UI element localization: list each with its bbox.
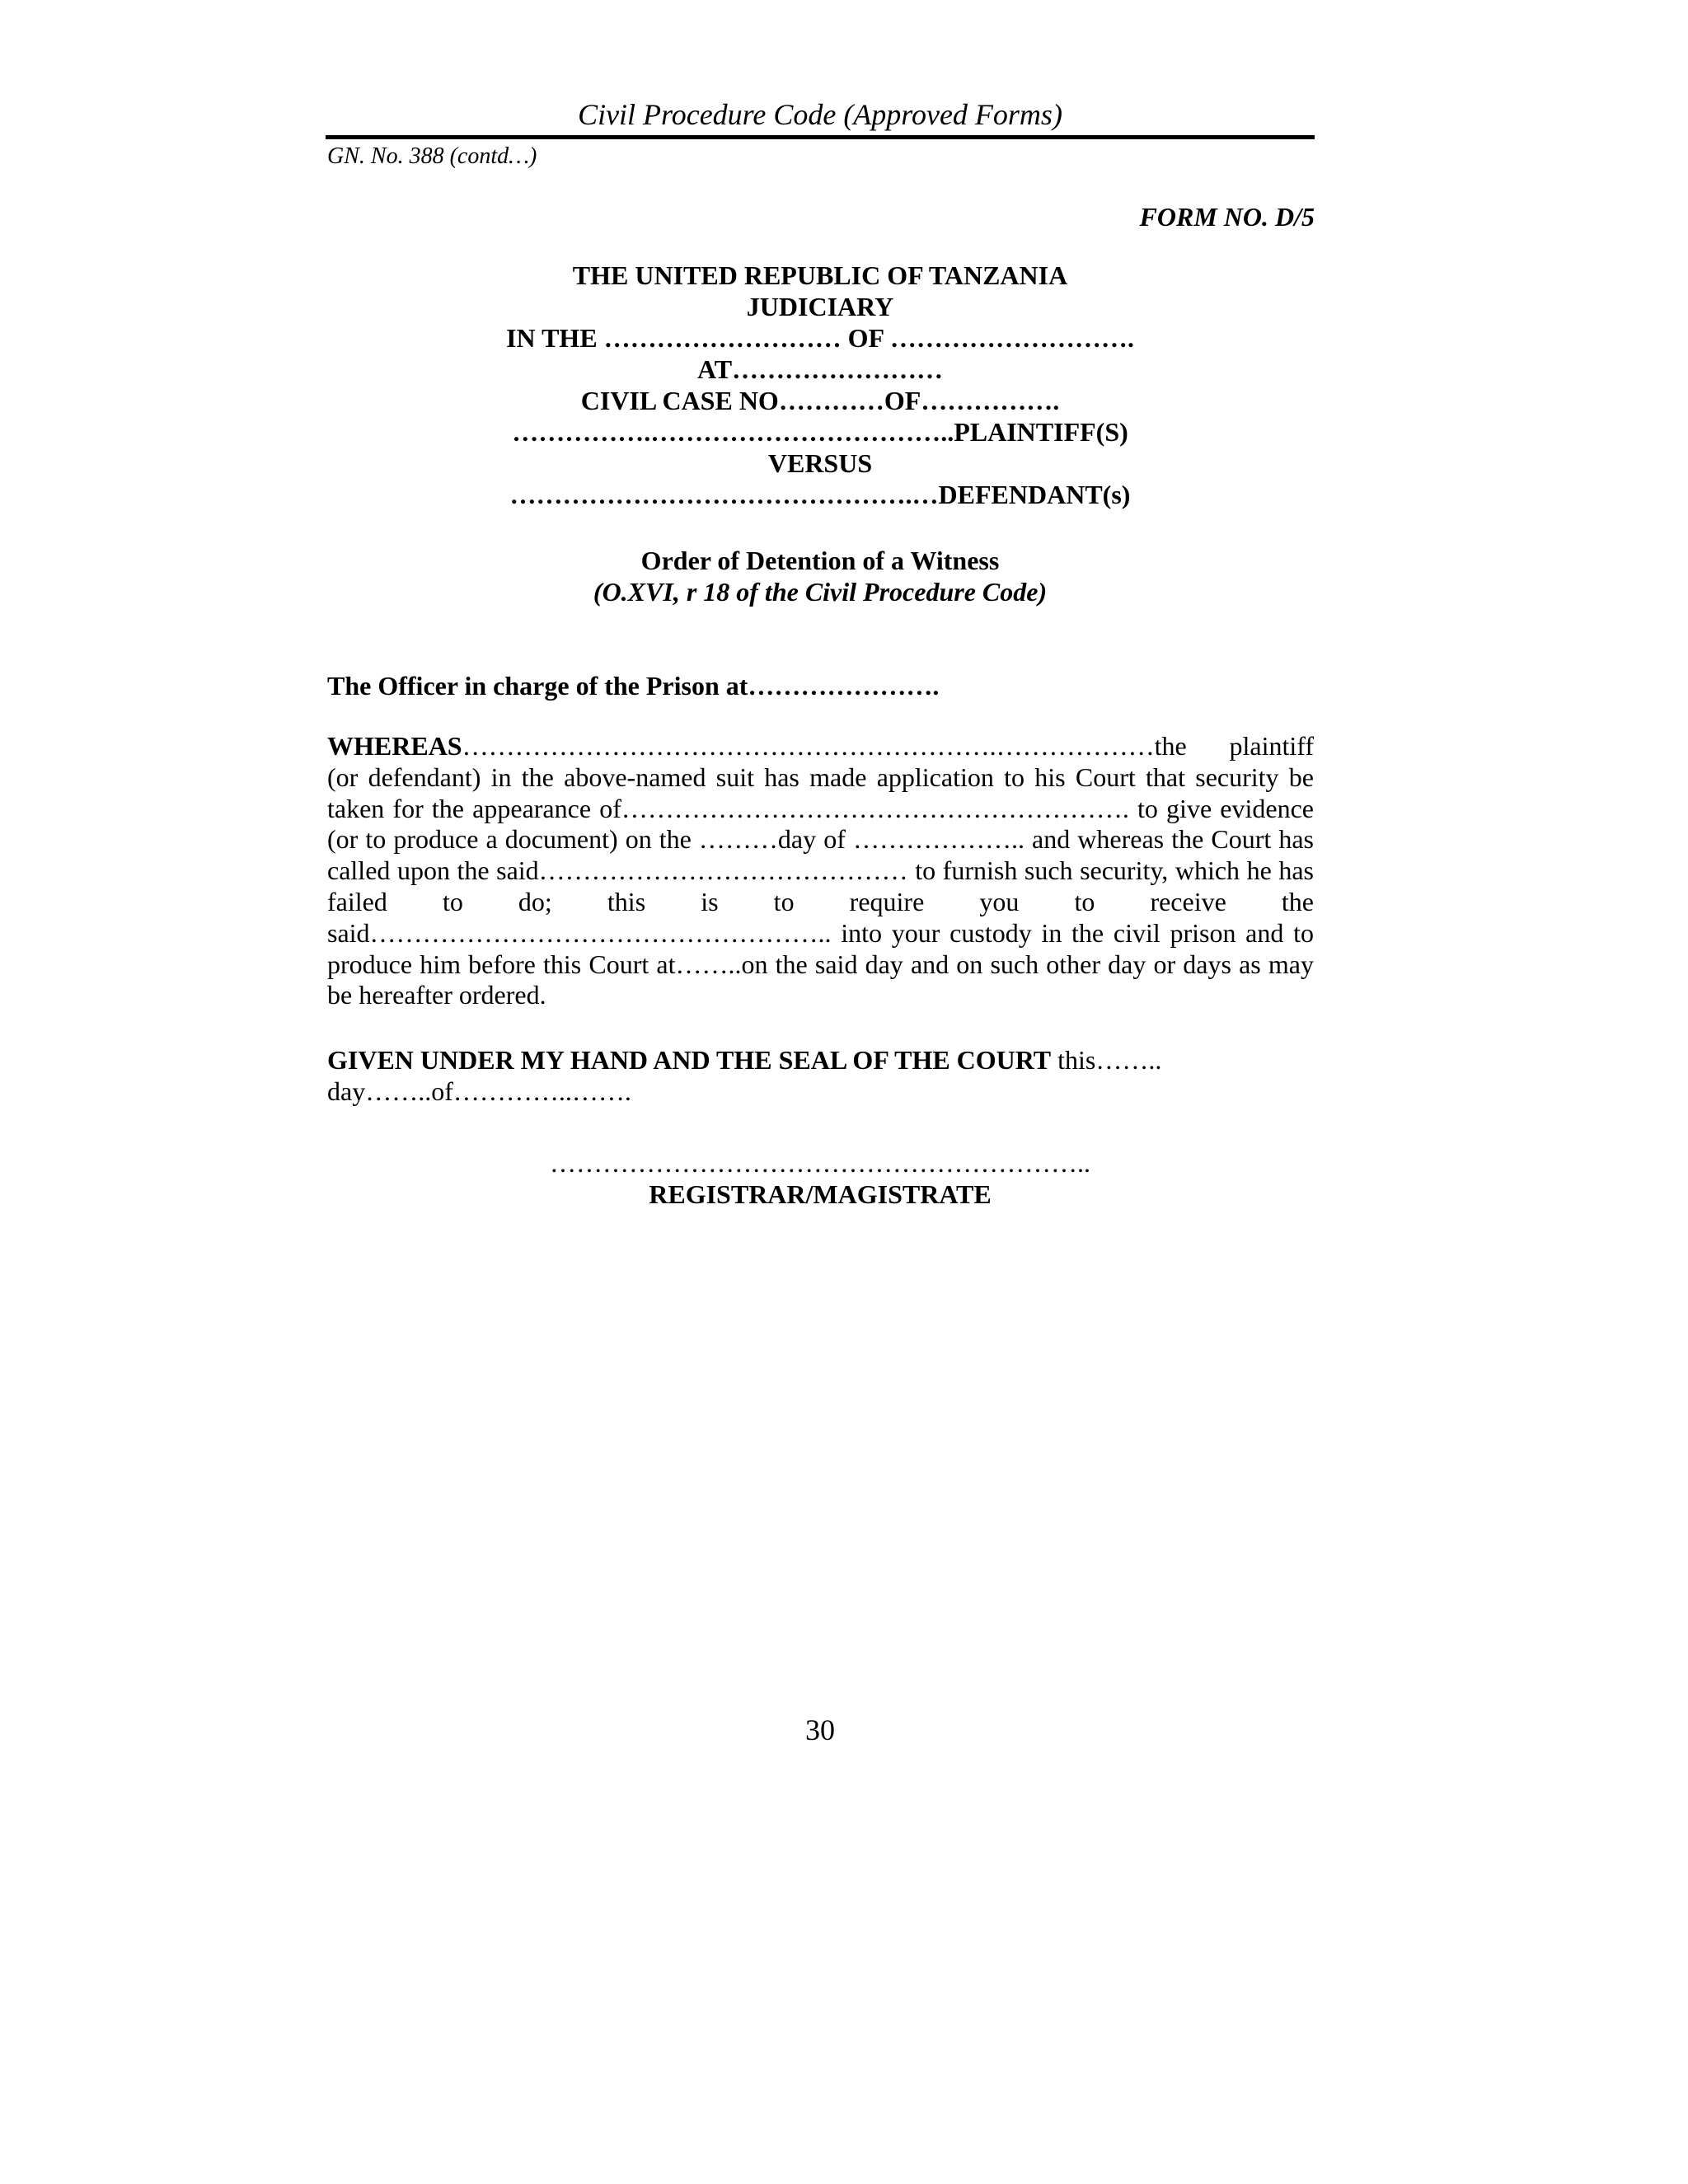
caption-case-number: CIVIL CASE NO…………OF……………. <box>580 386 1060 415</box>
caption-versus: VERSUS <box>767 448 873 478</box>
given-lead: GIVEN UNDER MY HAND AND THE SEAL OF THE COURT <box>327 1045 1052 1075</box>
given-text: this…….. day……..of…………..……. <box>327 1045 1162 1106</box>
signature-block <box>326 1147 1315 1210</box>
signatory-role: REGISTRAR/MAGISTRATE <box>649 1179 992 1209</box>
case-caption <box>326 260 1315 510</box>
whereas-lead: WHEREAS <box>327 731 462 761</box>
order-title: Order of Detention of a Witness <box>640 546 1000 575</box>
given-under-hand-paragraph <box>327 1044 1314 1107</box>
addressee-line: The Officer in charge of the Prison at…………………. <box>327 671 940 701</box>
running-header-title: Civil Procedure Code (Approved Forms) <box>578 98 1062 131</box>
caption-judiciary: JUDICIARY <box>746 292 894 321</box>
caption-plaintiff: …………….……………………………..PLAINTIFF(S) <box>512 417 1128 447</box>
gn-reference: GN. No. 388 (contd…) <box>327 143 537 169</box>
caption-court-line: IN THE ……………………… OF ………………………. <box>506 323 1134 353</box>
caption-republic: THE UNITED REPUBLIC OF TANZANIA <box>572 260 1068 290</box>
signature-line: …………………………………………………….. <box>550 1148 1090 1178</box>
order-subtitle: (O.XVI, r 18 of the Civil Procedure Code) <box>593 577 1048 607</box>
order-body-text: …………………………………………………….………………the plaintiff (or defendant) in the above-named suit has made application to his Court that security be taken for the appearance of…………………………………………………. to give evidence (or to produce a document) on the ………day of ……………….. and whereas the Court has called upon the said…………………………………… to furnish such security, which he has failed to do; this is to require you to receive the said…………………………………………….. into your custody in the civil prison and to produce him before this Court at……..on the said day and on such other day or days as may be hereafter ordered. <box>327 731 1314 1010</box>
order-heading <box>326 545 1315 607</box>
page-number: 30 <box>805 1713 835 1746</box>
caption-at-line: AT…………………… <box>696 354 944 384</box>
caption-defendant: ……………………………………….…DEFENDANT(s) <box>509 480 1131 509</box>
form-number: FORM NO. D/5 <box>1139 202 1315 232</box>
header-rule <box>326 135 1315 139</box>
order-body-paragraph <box>327 731 1314 1011</box>
